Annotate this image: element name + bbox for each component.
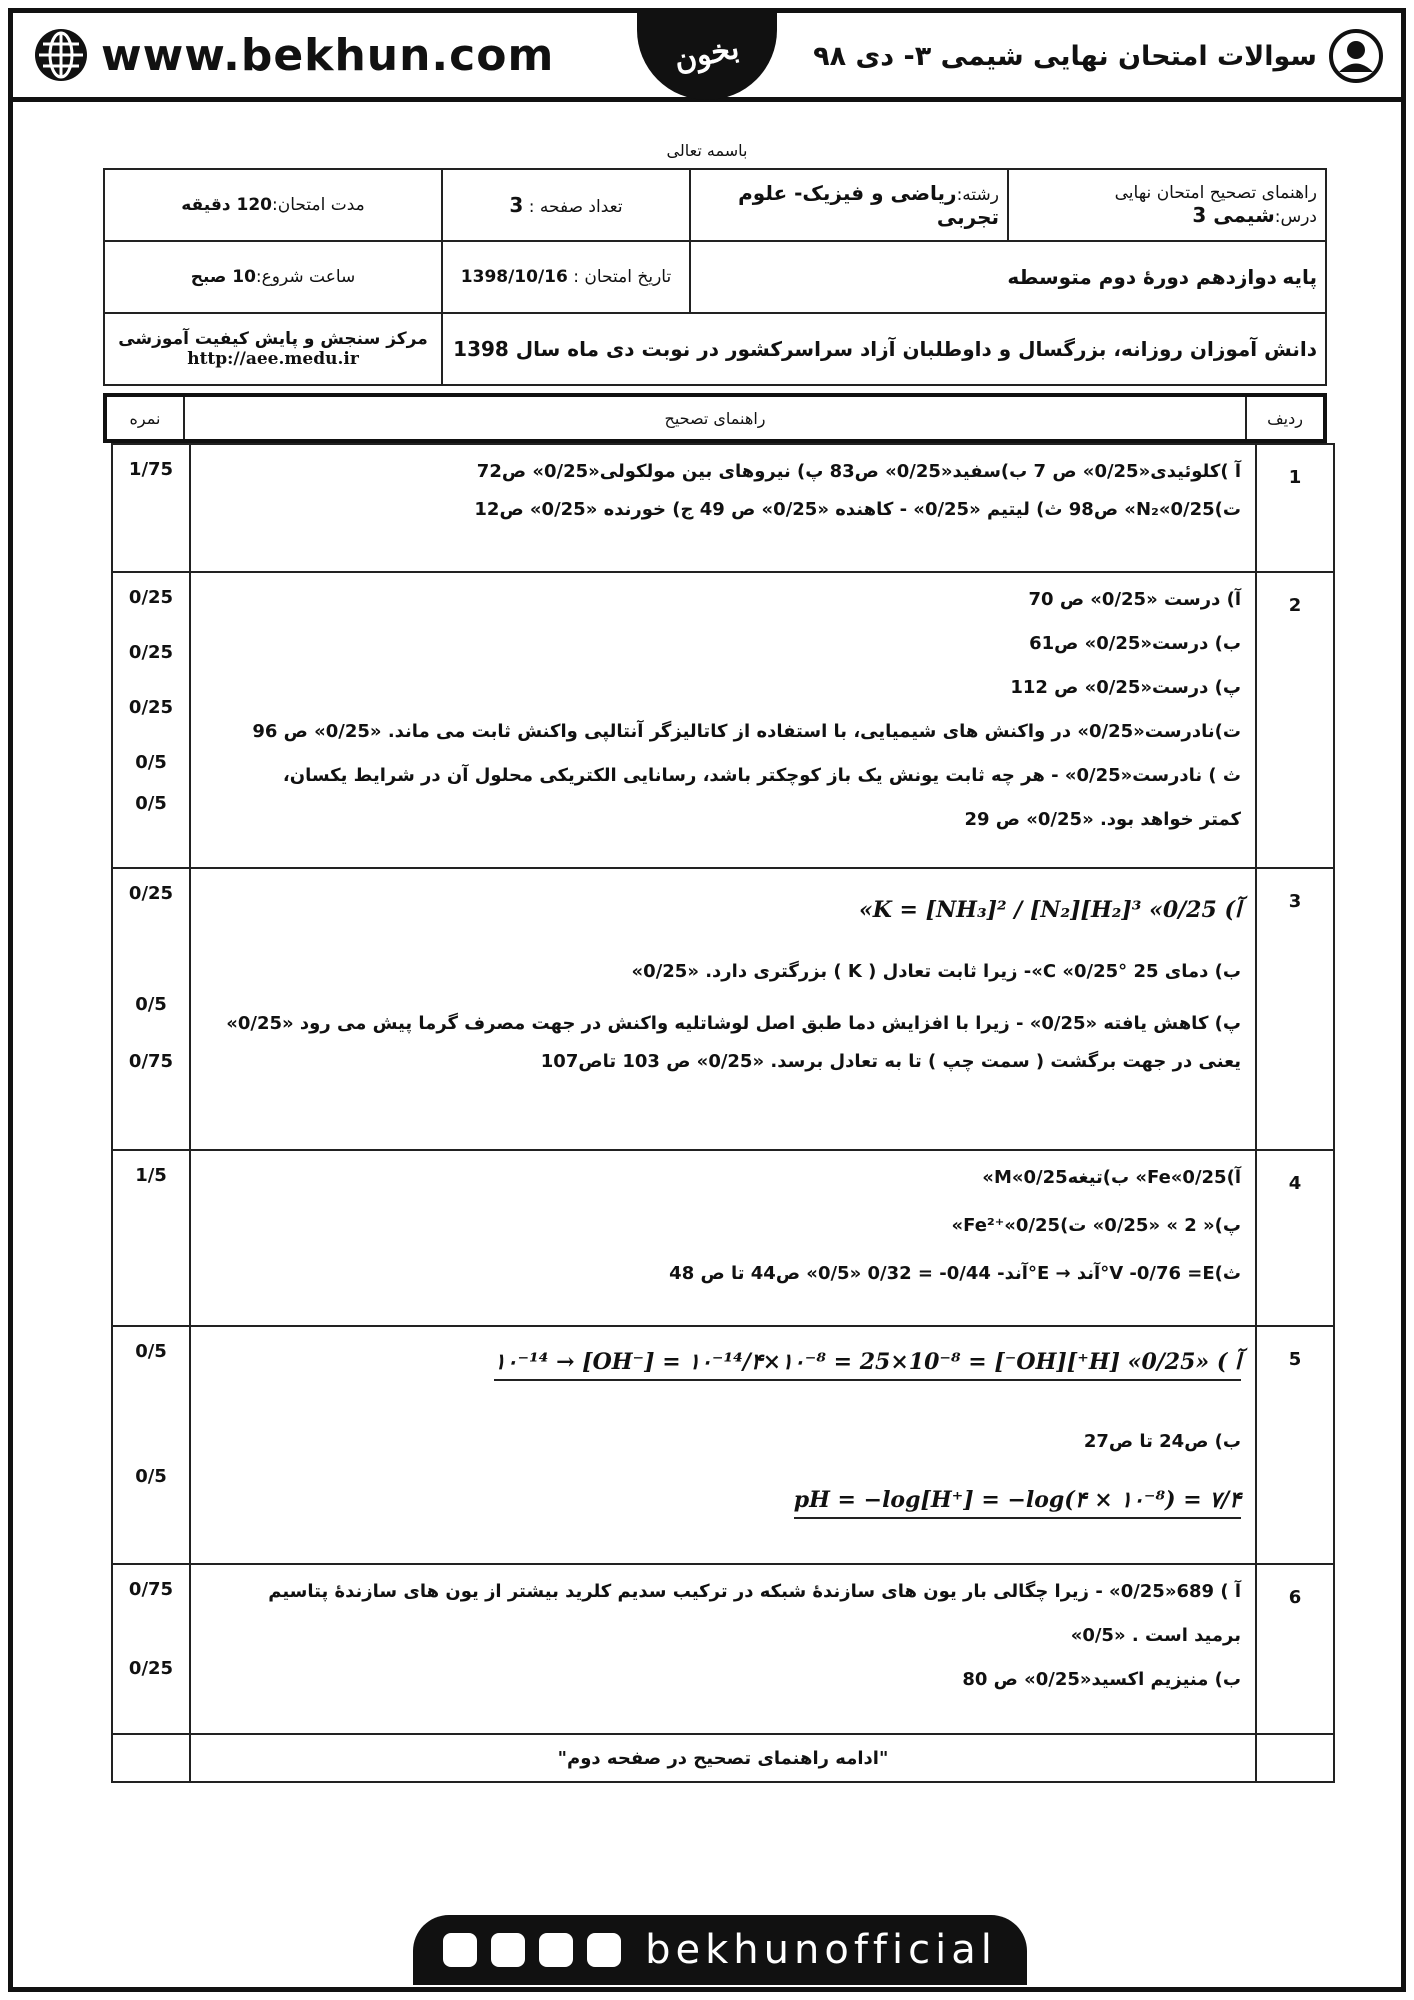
site-url: www.bekhun.com <box>101 29 555 81</box>
question-score: 1/5 <box>112 1150 190 1326</box>
info-students: دانش آموزان روزانه، بزرگسال و داوطلبان آزاد سراسرکشور در نوبت دی ماه سال 1398 <box>442 313 1326 385</box>
question-number: 4 <box>1256 1150 1334 1326</box>
question-answer: آ)Fe«0/25» ب)تیغهM«0/25» پ)« 2 » «0/25» ت)Fe²⁺«0/25» ث)V -0/76 =E°آند → E°آند- 0/44- = 0/32 «0/5» ص44 تا ص 48 <box>190 1150 1256 1326</box>
question-answer: آ )کلوئیدی«0/25» ص 7 ب)سفید«0/25» ص83 پ) نیروهای بین مولکولی«0/25» ص72 ت)N₂«0/25» ص98 ث) لیتیم «0/25» - کاهنده «0/25» ص 49 ج) خورنده «0/25» ص12 <box>190 444 1256 572</box>
header-row: ردیف <box>1246 395 1325 441</box>
question-row <box>112 1150 1334 1326</box>
info-center: مرکز سنجش و پایش کیفیت آموزشی http://aee.medu.ir <box>104 313 442 385</box>
page-title: سوالات امتحان نهایی شیمی ۳- دی ۹۸ <box>813 40 1317 72</box>
question-answer: آ ) 689«0/25» - زیرا چگالی بار یون های سازندۀ شبکه در ترکیب سدیم کلرید بیشتر از یون های سازندۀ پتاسیم برمید است . «0/5» ب) منیزیم اکسید«0/25» ص 80 <box>190 1564 1256 1734</box>
info-field: رشته:ریاضی و فیزیک- علوم تجربی <box>690 169 1008 241</box>
question-answer: آ) K = [NH₃]² / [N₂][H₂]³ «0/25» ب) دمای 25 °C «0/25»- زیرا ثابت تعادل ( K ) بزرگتری دارد. «0/25» پ) کاهش یافته «0/25» - زیرا با افزایش دما طبق اصل لوشاتلیه واکنش در جهت مصرف گرما پیش می رود «0/25» یعنی در جهت برگشت ( سمت چپ ) تا به تعادل برسد. «0/25» ص 103 تاص107 <box>190 868 1256 1150</box>
bismillah: باسمه تعالی <box>666 141 748 160</box>
user-icon <box>1329 29 1383 83</box>
question-row <box>112 444 1334 572</box>
question-number: 5 <box>1256 1326 1334 1564</box>
globe-icon <box>33 27 89 83</box>
instagram-icon[interactable] <box>587 1933 621 1967</box>
question-score: 0/25 0/5 0/75 <box>112 868 190 1150</box>
telegram-icon[interactable] <box>539 1933 573 1967</box>
answer-table <box>111 443 1335 1783</box>
answer-table-header <box>103 393 1327 443</box>
header-score: نمره <box>105 395 184 441</box>
header-guide: راهنمای تصحیح <box>184 395 1246 441</box>
info-grade: پایه دوازدهم دورۀ دوم متوسطه <box>690 241 1326 313</box>
page-frame <box>8 8 1406 1992</box>
info-pages: تعداد صفحه : 3 <box>442 169 690 241</box>
question-number: 2 <box>1256 572 1334 868</box>
info-course: راهنمای تصحیح امتحان نهایی درس:شیمی 3 <box>1008 169 1326 241</box>
question-row <box>112 572 1334 868</box>
social-bar <box>413 1915 1027 1985</box>
question-number: 6 <box>1256 1564 1334 1734</box>
question-answer: آ ) «0/25» [H⁺][OH⁻] = ۱۰⁻¹⁴ → [OH⁻] = ۱۰⁻¹⁴/۴×۱۰⁻⁸ = 25×10⁻⁸ ب) ص24 تا ص27 pH = −log[H⁺] = −log(۴ × ۱۰⁻⁸) = ۷/۴ <box>190 1326 1256 1564</box>
info-date: تاریخ امتحان : 1398/10/16 <box>442 241 690 313</box>
question-score: 0/75 0/25 <box>112 1564 190 1734</box>
question-row <box>112 1564 1334 1734</box>
question-score: 0/5 0/5 <box>112 1326 190 1564</box>
question-score: 0/25 0/25 0/25 0/5 0/5 <box>112 572 190 868</box>
exam-info-table <box>103 168 1327 386</box>
question-number: 1 <box>1256 444 1334 572</box>
continuation-note: "ادامه راهنمای تصحیح در صفحه دوم" <box>190 1734 1256 1782</box>
continuation-row <box>112 1734 1334 1782</box>
header-bar <box>13 13 1401 102</box>
header-title-group <box>813 29 1383 83</box>
question-answer: آ) درست «0/25» ص 70 ب) درست«0/25» ص61 پ) درست«0/25» ص 112 ت)نادرست«0/25» در واکنش های شیمیایی، با استفاده از کاتالیزگر آنتالپی واکنش ثابت می ماند. «0/25» ص 96 ث ) نادرست«0/25» - هر چه ثابت یونش یک باز کوچکتر باشد، رسانایی الکتریکی محلول آن در شرایط یکسان، کمتر خواهد بود. «0/25» ص 29 <box>190 572 1256 868</box>
logo-text: بخون <box>671 30 743 78</box>
info-duration: مدت امتحان:120 دقیقه <box>104 169 442 241</box>
social-handle[interactable]: bekhunofficial <box>645 1927 997 1973</box>
question-row <box>112 1326 1334 1564</box>
aparat-icon[interactable] <box>443 1933 477 1967</box>
site-link[interactable] <box>33 27 554 83</box>
info-start-time: ساعت شروع:10 صبح <box>104 241 442 313</box>
question-row <box>112 868 1334 1150</box>
question-score: 1/75 <box>112 444 190 572</box>
question-number: 3 <box>1256 868 1334 1150</box>
youtube-icon[interactable] <box>491 1933 525 1967</box>
brand-logo <box>637 8 777 100</box>
